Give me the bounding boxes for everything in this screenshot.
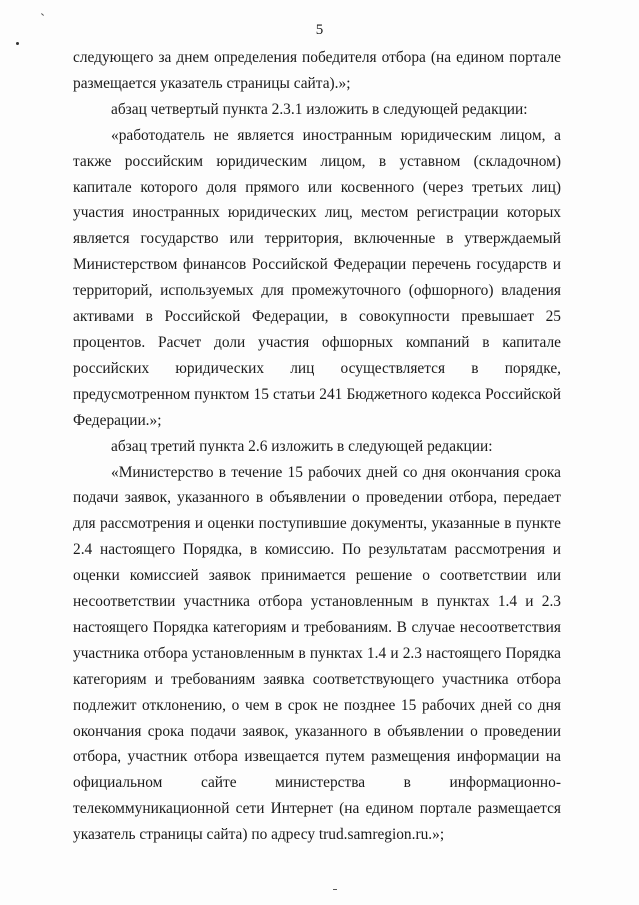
scan-mark [16,42,19,45]
paragraph-amendment-2-6: абзац третий пункта 2.6 изложить в следующей редакции: [111,437,493,455]
paragraph-continuation: следующего за днем определения победителя отбора (на едином портале размещается указатель страницы сайта).»; [73,49,561,92]
scan-mark [41,13,44,16]
document-body [73,45,561,848]
paragraph-amendment-2-3-1: абзац четвертый пункта 2.3.1 изложить в следующей редакции: [111,100,528,118]
scan-mark [333,889,337,890]
page-number: 5 [315,22,324,38]
paragraph-ministry-review: «Министерство в течение 15 рабочих дней со дня окончания срока подачи заявок, указанного в объявлении о проведении отбора, передает для рассмотрения и оценки поступившие документы, указанные в пункте 2.4 настоящего Порядка, в комиссию. По результатам рассмотрения и оценки комиссией заявок принимается решение о соответствии или несоответствии участника отбора установленным в пунктах 1.4 и 2.3 настоящего Порядка категориям и требованиям. В случае несоответствия участника отбора установленным в пунктах 1.4 и 2.3 настоящего Порядка категориям и требованиям заявка соответствующего участника отбора подлежит отклонению, о чем в срок не позднее 15 рабочих дней со дня окончания срока подачи заявок, указанного в объявлении о проведении отбора, участник отбора извещается путем размещения информации на официальном сайте министерства в информационно-телекоммуникационной сети Интернет (на едином портале размещается указатель страницы сайта) по адресу trud.samregion.ru.»; [73,463,561,844]
paragraph-employer-requirement: «работодатель не является иностранным юридическим лицом, а также российским юридическим лицом, в уставном (складочном) капитале которого доля прямого или косвенного (через третьих лиц) участия иностранных юридических лиц, местом регистрации которых является государство или территория, включенные в утверждаемый Министерством финансов Российской Федерации перечень государств и территорий, используемых для промежуточного (офшорного) владения активами в Российской Федерации, в совокупности превышает 25 процентов. Расчет доли участия офшорных компаний в капитале российских юридических лиц осуществляется в порядке, предусмотренном пунктом 15 статьи 241 Бюджетного кодекса Российской Федерации.»; [73,126,561,429]
